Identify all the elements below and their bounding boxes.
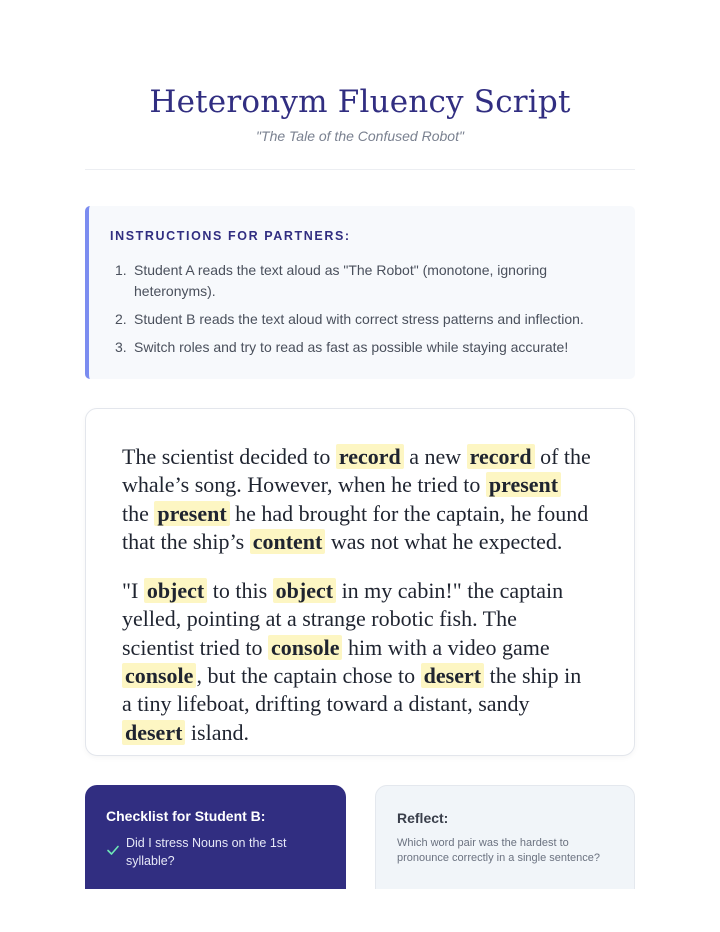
story-text-segment: The scientist decided to [122, 444, 331, 469]
story-text-segment: he had brought for the captain, he found that the ship’s [122, 500, 589, 554]
page-title: Heteronym Fluency Script [149, 84, 571, 120]
instruction-text: Switch roles and try to read as fast as possible while staying accurate! [134, 339, 569, 355]
heteronym-highlight: record [336, 444, 404, 469]
instruction-text: Student B reads the text aloud with correct stress patterns and inflection. [134, 311, 584, 327]
story-text [122, 443, 592, 768]
heteronym-highlight: console [268, 635, 342, 660]
instructions-box [85, 206, 635, 379]
story-text-segment: to this [212, 578, 268, 604]
instruction-item [115, 260, 615, 302]
story-text-segment: island. [190, 719, 249, 745]
page-bottom-edge [0, 889, 720, 932]
header-divider [85, 169, 635, 170]
story-text-segment: , but the captain chose to [196, 663, 416, 689]
story-text-segment: was not what he expected. [330, 528, 563, 554]
story-text-segment: "I [122, 578, 139, 604]
instruction-text: Student A reads the text aloud as "The Robot" (monotone, ignoring heteronyms). [134, 262, 548, 299]
checklist-title: Checklist for Student B: [106, 808, 266, 824]
instruction-item [115, 337, 615, 358]
heteronym-highlight: present [154, 501, 229, 526]
instruction-number: 1. [115, 262, 127, 278]
story-text-segment: the [122, 500, 149, 526]
instruction-number: 2. [115, 311, 127, 327]
check-icon [106, 843, 120, 857]
instruction-item [115, 309, 615, 330]
instruction-number: 3. [115, 339, 127, 355]
story-paragraph-1 [122, 443, 592, 556]
story-text-segment: a new [409, 444, 462, 469]
checklist-item-text: Did I stress Nouns on the 1st syllable? [126, 836, 287, 868]
heteronym-highlight: desert [122, 720, 185, 745]
reflect-question: Which word pair was the hardest to pronounce correctly in a single sentence? [397, 837, 601, 864]
page-subtitle: "The Tale of the Confused Robot" [256, 128, 464, 144]
heteronym-highlight: content [250, 529, 326, 554]
heteronym-highlight: record [467, 444, 535, 469]
heteronym-highlight: console [122, 663, 196, 688]
story-text-segment: in my cabin!" the captain yelled, pointing at a strange robotic fish. The scientist tried to [122, 578, 564, 660]
instructions-heading: INSTRUCTIONS FOR PARTNERS: [110, 229, 351, 243]
story-text-segment: the ship in a tiny lifeboat, drifting toward a distant, sandy [122, 663, 582, 717]
heteronym-highlight: desert [421, 663, 484, 688]
heteronym-highlight: object [144, 578, 207, 603]
story-card [85, 408, 635, 756]
story-text-segment: of the whale’s song. However, when he tried to [122, 444, 591, 498]
story-text-segment: him with a video game [347, 634, 550, 660]
heteronym-highlight: object [273, 578, 336, 603]
story-paragraph-2 [122, 577, 592, 747]
heteronym-highlight: present [486, 472, 561, 497]
reflect-title: Reflect: [397, 810, 449, 826]
instructions-list [115, 260, 615, 365]
